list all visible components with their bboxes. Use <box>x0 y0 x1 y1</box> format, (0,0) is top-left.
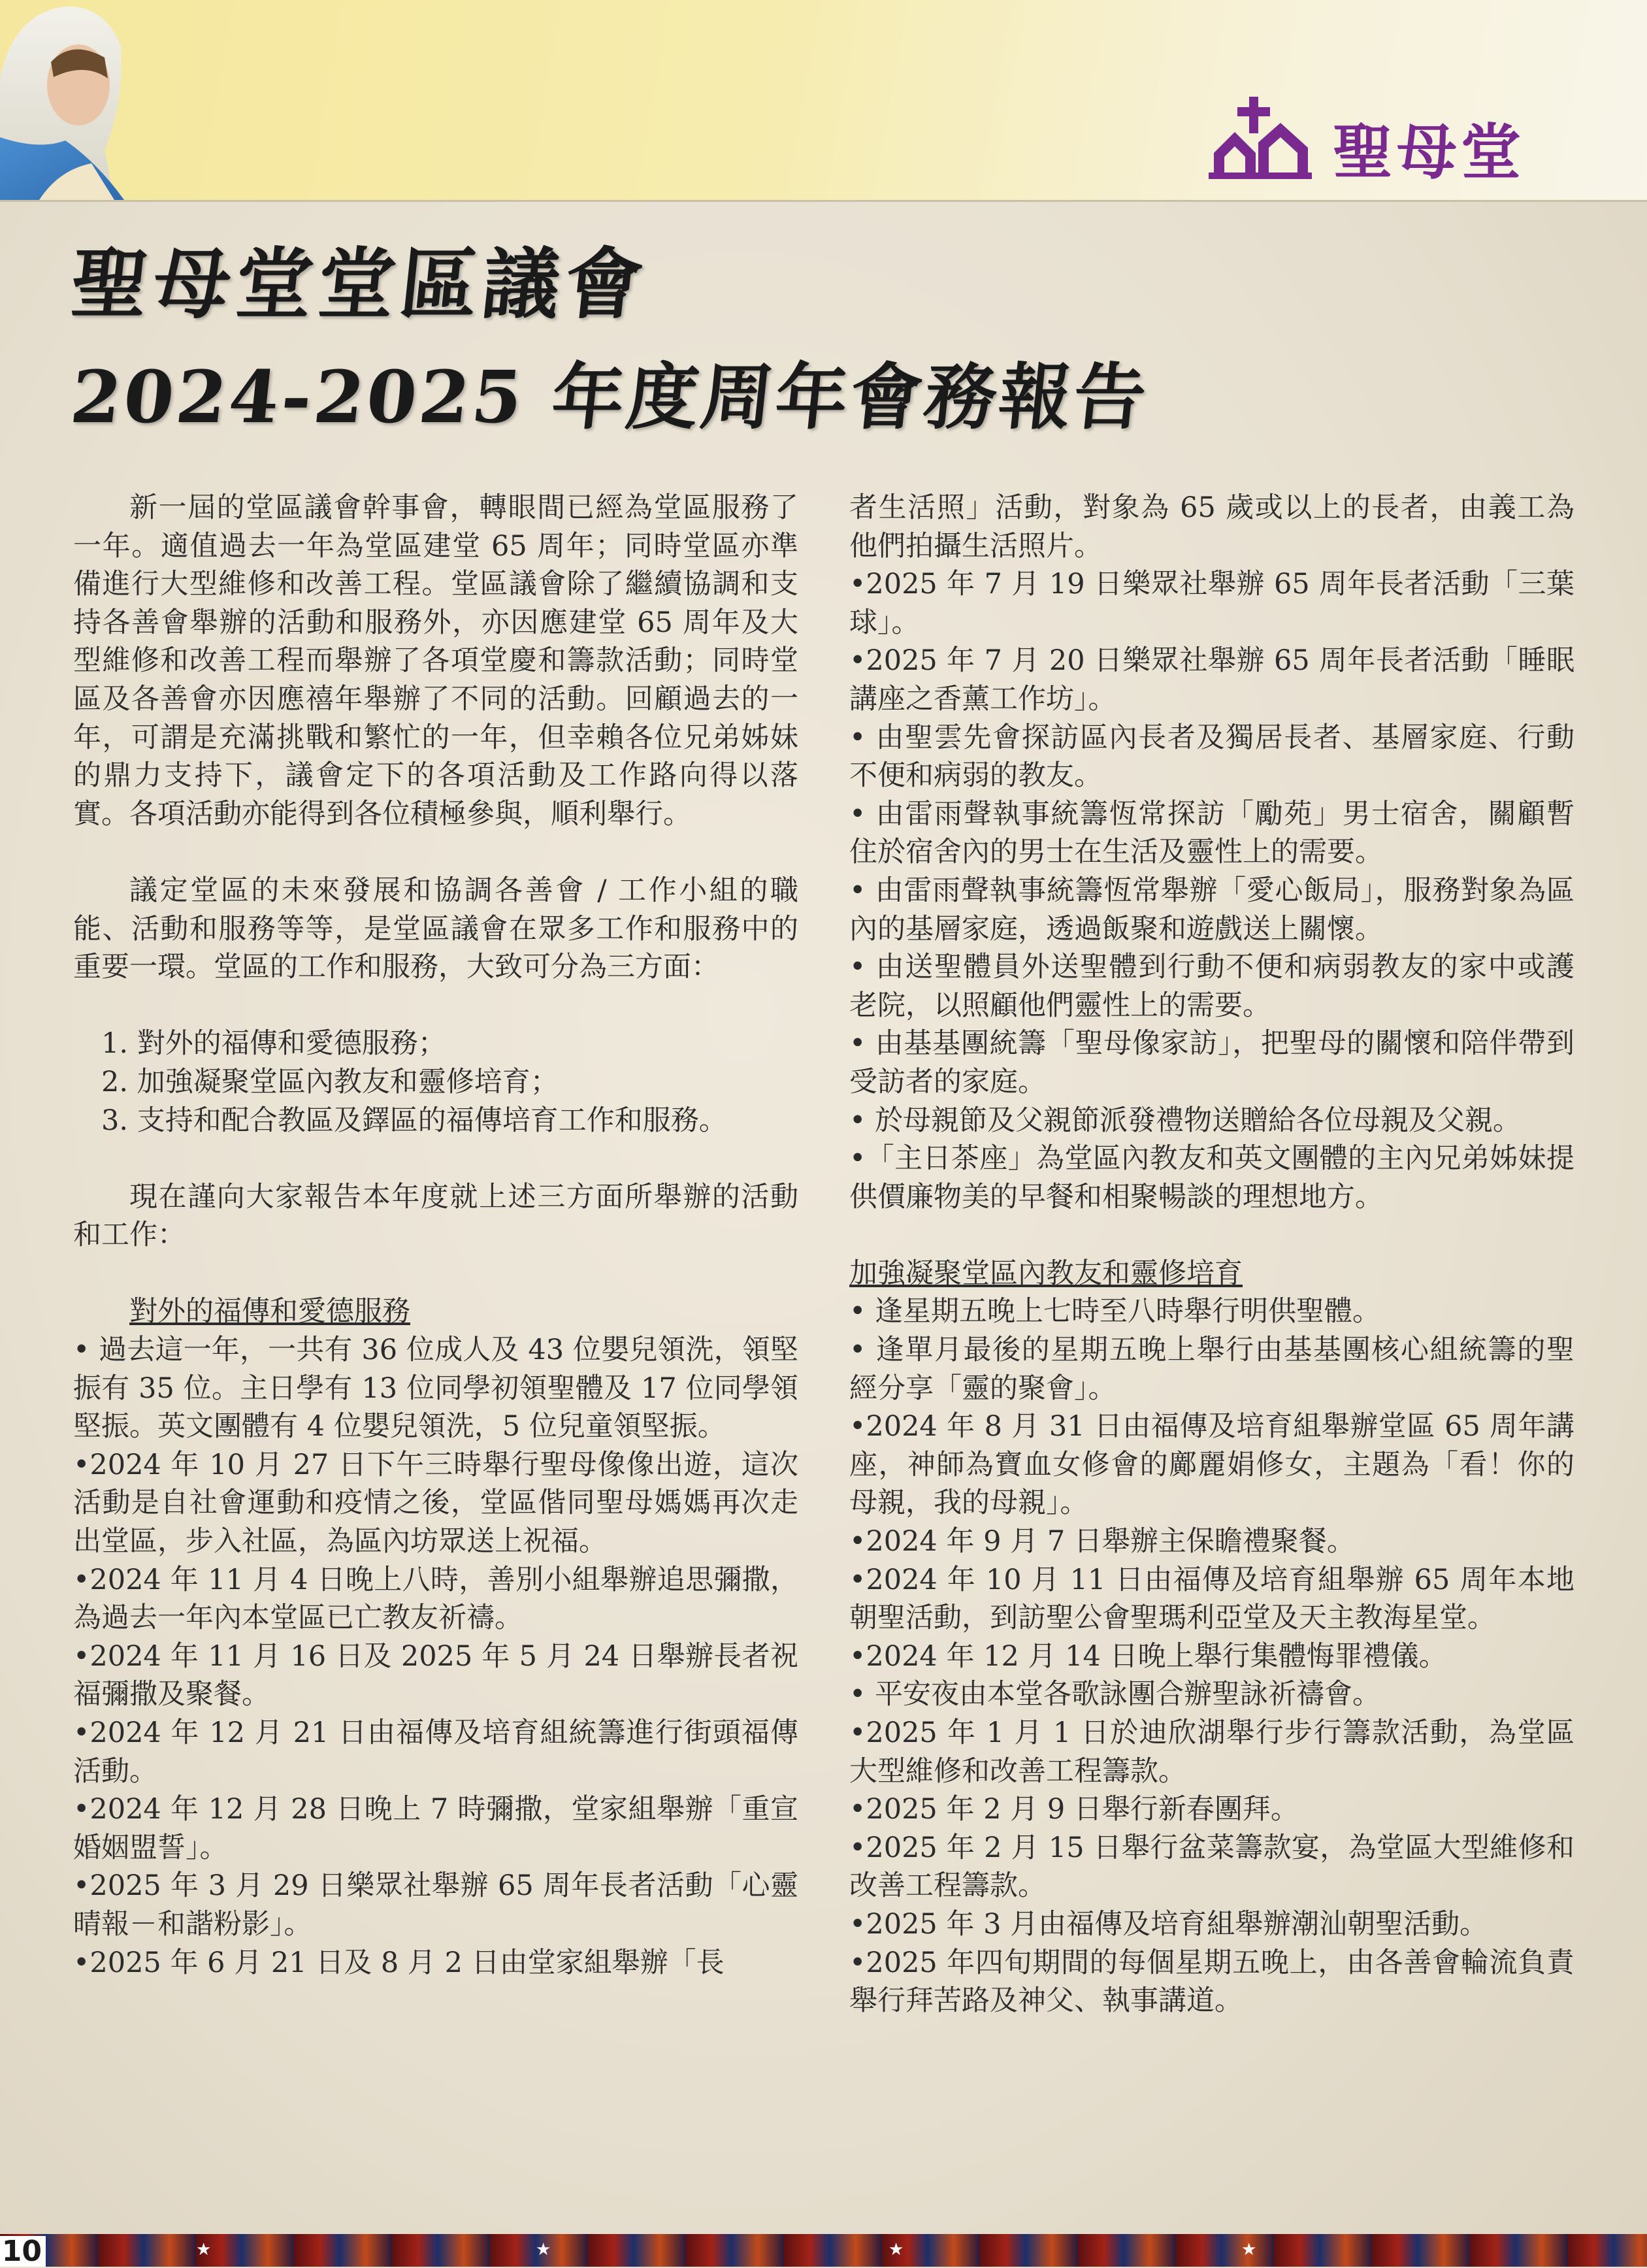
list-item: •2024 年 12 月 28 日晚上 7 時彌撒，堂家組舉辦「重宣婚姻盟誓」。 <box>73 1793 798 1864</box>
left-column <box>73 489 798 1982</box>
scope-paragraph: 議定堂區的未來發展和協調各善會 / 工作小組的職能、活動和服務等等，是堂區議會在眾多工作和服務中的重要一環。堂區的工作和服務，大致可分為三方面： <box>73 874 798 984</box>
list-item: • 由雷雨聲執事統籌恆常舉辦「愛心飯局」，服務對象為區內的基層家庭，透過飯聚和遊戲送上關懷。 <box>849 874 1574 945</box>
list-item: • 逢單月最後的星期五晚上舉行由基基團核心組統籌的聖經分享「靈的聚會」。 <box>849 1334 1574 1405</box>
list-item: 2. 加強凝聚堂區內教友和靈修培育； <box>101 1065 559 1098</box>
list-item: • 平安夜由本堂各歌詠團合辦聖詠祈禱會。 <box>849 1678 1381 1711</box>
report-intro-paragraph: 現在謹向大家報告本年度就上述三方面所舉辦的活動和工作： <box>73 1180 798 1252</box>
list-item: •2024 年 9 月 7 日舉辦主保瞻禮聚餐。 <box>849 1525 1355 1558</box>
list-item: •2024 年 10 月 11 日由福傳及培育組舉辦 65 周年本地朝聖活動，到訪聖公會聖瑪利亞堂及天主教海星堂。 <box>849 1563 1574 1635</box>
list-item: •2024 年 12 月 14 日晚上舉行集體悔罪禮儀。 <box>849 1639 1447 1673</box>
section-heading-spiritual-formation: 加強凝聚堂區內教友和靈修培育 <box>849 1257 1243 1290</box>
star-icon: ★ <box>889 2240 904 2260</box>
list-item: •2025 年 3 月 29 日樂眾社舉辦 65 周年長者活動「心靈晴報－和諧粉影」。 <box>73 1869 798 1941</box>
list-item: •2025 年 2 月 9 日舉行新春團拜。 <box>849 1793 1299 1826</box>
right-column <box>849 489 1574 2020</box>
page-header <box>0 0 1647 202</box>
stained-glass-footer <box>0 2234 1647 2267</box>
list-item: 者生活照」活動，對象為 65 歲或以上的長者，由義工為他們拍攝生活照片。 <box>849 491 1574 563</box>
list-item: •2024 年 11 月 4 日晚上八時，善別小組舉辦追思彌撒，為過去一年內本堂區已亡教友祈禱。 <box>73 1563 798 1635</box>
list-item: •「主日茶座」為堂區內教友和英文團體的主內兄弟姊妹提供價廉物美的早餐和相聚暢談的理想地方。 <box>849 1142 1574 1213</box>
list-item: •2024 年 12 月 21 日由福傳及培育組統籌進行街頭福傳活動。 <box>73 1717 798 1788</box>
report-title-line-1: 聖母堂堂區議會 <box>66 238 653 329</box>
list-item: • 過去這一年，一共有 36 位成人及 43 位嬰兒領洗，領堅振有 35 位。主日學有 13 位同學初領聖體及 17 位同學領堅振。英文團體有 4 位嬰兒領洗，5 位兒童領堅振。 <box>73 1334 798 1443</box>
list-item: •2025 年 3 月由福傳及培育組舉辦潮汕朝聖活動。 <box>849 1907 1488 1941</box>
list-item: • 由聖雲先會探訪區內長者及獨居長者、基層家庭、行動不便和病弱的教友。 <box>849 721 1574 793</box>
list-item: • 由雷雨聲執事統籌恆常探訪「勵苑」男士宿舍，關顧暫住於宿舍內的男士在生活及靈性上的需要。 <box>849 797 1574 869</box>
list-item: • 由基基團統籌「聖母像家訪」，把聖母的關懷和陪伴帶到受訪者的家庭。 <box>849 1027 1574 1098</box>
list-item: • 於母親節及父親節派發禮物送贈給各位母親及父親。 <box>849 1104 1522 1137</box>
list-item: •2025 年 1 月 1 日於迪欣湖舉行步行籌款活動，為堂區大型維修和改善工程籌款。 <box>849 1717 1574 1788</box>
list-item: • 逢星期五晚上七時至八時舉行明供聖體。 <box>849 1295 1381 1328</box>
list-item: •2025 年 7 月 20 日樂眾社舉辦 65 周年長者活動「睡眠講座之香薰工作坊」。 <box>849 644 1574 715</box>
virgin-mary-image <box>0 0 131 200</box>
list-item: •2024 年 10 月 27 日下午三時舉行聖母像像出遊，這次活動是自社會運動和疫情之後，堂區偕同聖母媽媽再次走出堂區，步入社區，為區內坊眾送上祝福。 <box>73 1448 798 1558</box>
section-heading-evangelization: 對外的福傳和愛德服務 <box>129 1295 410 1328</box>
list-item: •2025 年 2 月 15 日舉行盆菜籌款宴，為堂區大型維修和改善工程籌款。 <box>849 1831 1574 1903</box>
list-item: •2025 年 7 月 19 日樂眾社舉辦 65 周年長者活動「三葉球」。 <box>849 568 1574 639</box>
list-item: •2024 年 11 月 16 日及 2025 年 5 月 24 日舉辦長者祝福彌撒及聚餐。 <box>73 1639 798 1711</box>
star-icon: ★ <box>1241 2240 1257 2260</box>
list-item: • 由送聖體員外送聖體到行動不便和病弱教友的家中或護老院，以照顧他們靈性上的需要。 <box>849 951 1574 1022</box>
report-title-line-2: 2024-2025 年度周年會務報告 <box>67 355 1153 439</box>
list-item: •2024 年 8 月 31 日由福傳及培育組舉辦堂區 65 周年講座，神師為寶血女修會的鄺麗娟修女，主題為「看！你的母親，我的母親」。 <box>849 1410 1574 1520</box>
page-number: 10 <box>0 2236 46 2267</box>
list-item: •2025 年 6 月 21 日及 8 月 2 日由堂家組舉辦「長 <box>73 1946 725 1979</box>
star-icon: ★ <box>536 2240 551 2260</box>
church-name: 聖母堂 <box>1333 118 1525 188</box>
intro-paragraph: 新一屆的堂區議會幹事會，轉眼間已經為堂區服務了一年。適值過去一年為堂區建堂 65 周年；同時堂區亦準備進行大型維修和改善工程。堂區議會除了繼續協調和支持各善會舉辦的活動和服務外，亦因應建堂 65 周年及大型維修和改善工程而舉辦了各項堂慶和籌款活動；同時堂區及各善會亦因應禧年舉辦了不同的活動。回顧過去的一年，可謂是充滿挑戰和繁忙的一年，但幸賴各位兄弟姊妹的鼎力支持下，議會定下的各項活動及工作路向得以落實。各項活動亦能得到各位積極參與，順利舉行。 <box>73 491 798 830</box>
star-icon: ★ <box>196 2240 212 2260</box>
list-item: 3. 支持和配合教區及鐸區的福傳培育工作和服務。 <box>101 1104 727 1137</box>
list-item: 1. 對外的福傳和愛德服務； <box>101 1027 446 1060</box>
list-item: •2025 年四旬期間的每個星期五晚上，由各善會輪流負責舉行拜苦路及神父、執事講道。 <box>849 1946 1574 2018</box>
church-cross-logo-icon <box>1209 97 1313 182</box>
